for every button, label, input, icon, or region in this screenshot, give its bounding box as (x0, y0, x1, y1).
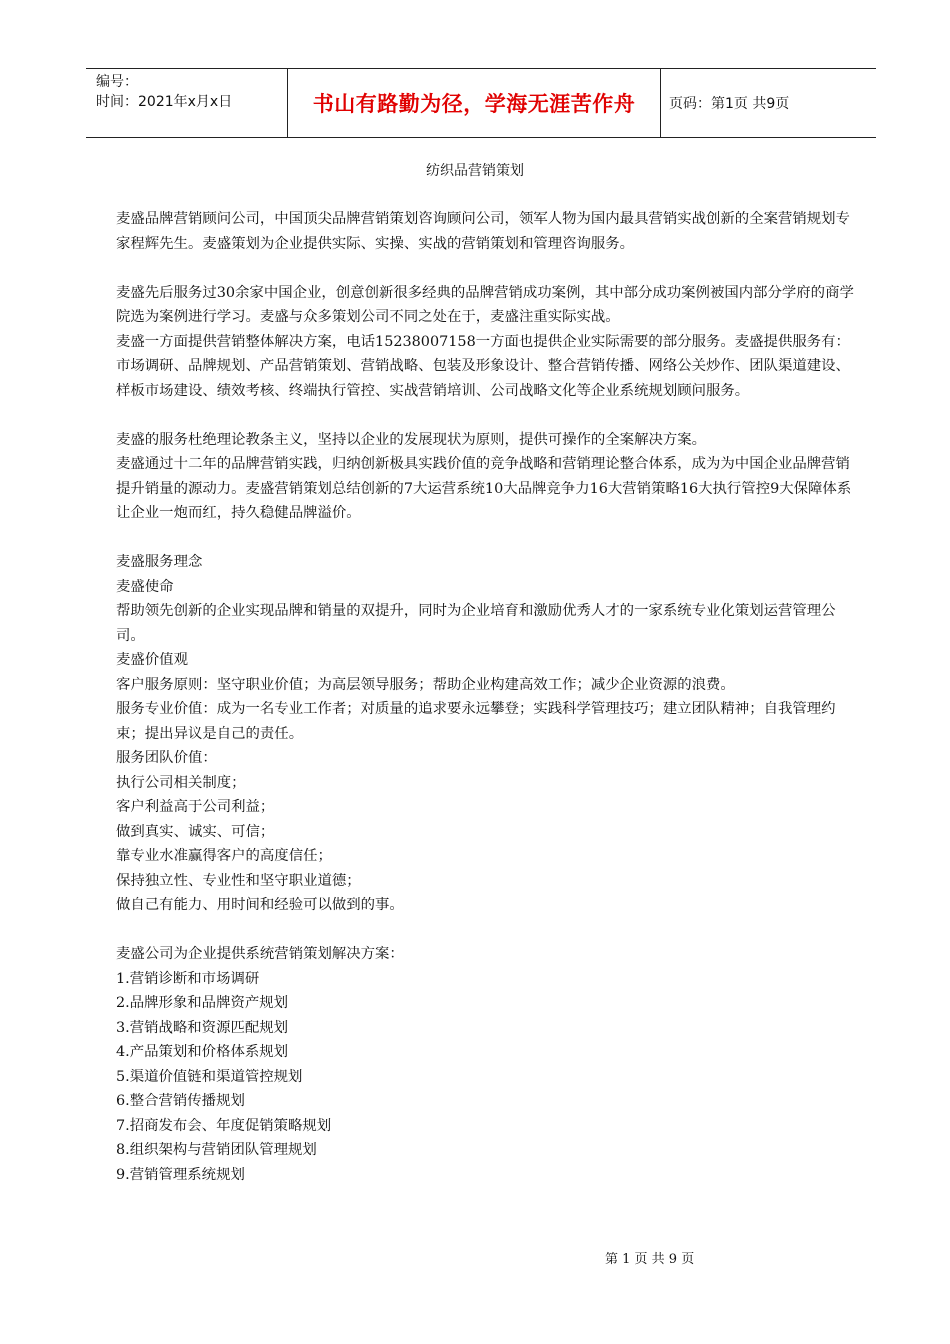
body-paragraph: 3.营销战略和资源匹配规划 (116, 1019, 289, 1036)
page-header (86, 68, 876, 138)
paragraph-spacer (116, 256, 856, 281)
body-paragraph: 麦盛公司为企业提供系统营销策划解决方案： (116, 946, 404, 962)
body-paragraph: 靠专业水准赢得客户的高度信任； (116, 848, 332, 864)
body-paragraph: 2.品牌形象和品牌资产规划 (116, 995, 289, 1011)
body-paragraph: 麦盛一方面提供营销整体解决方案，电话15238007158一方面也提供企业实际需要的部分服务。麦盛提供服务有：市场调研、品牌规划、产品营销策划、营销战略、包装及形象设计、整合营销传播、网络公关炒作、团队渠道建设、样板市场建设、绩效考核、终端执行管控、实战营销培训、公司战略文化等企业系统规划顾问服务。 (116, 333, 850, 399)
paragraph-spacer (116, 918, 856, 943)
body-paragraph: 5.渠道价值链和渠道管控规划 (116, 1068, 303, 1085)
body-paragraph: 麦盛价值观 (116, 652, 188, 668)
paragraph-spacer (116, 526, 856, 551)
body-paragraph: 9.营销管理系统规划 (116, 1166, 245, 1183)
body-paragraph: 保持独立性、专业性和坚守职业道德； (116, 872, 361, 889)
paragraph-spacer (116, 403, 856, 428)
body-paragraph: 7.招商发布会、年度促销策略规划 (116, 1117, 332, 1134)
body-paragraph: 执行公司相关制度； (116, 774, 246, 791)
header-page-number: 页码：第1页 共9页 (669, 96, 790, 112)
body-paragraph: 麦盛使命 (116, 578, 174, 595)
document-time: 时间：2021年x月x日 (96, 94, 233, 110)
body-paragraph: 做自己有能力、用时间和经验可以做到的事。 (116, 897, 404, 913)
body-paragraph: 麦盛服务理念 (116, 554, 203, 570)
body-paragraph: 6.整合营销传播规划 (116, 1093, 245, 1109)
body-paragraph: 麦盛的服务杜绝理论教条主义，坚持以企业的发展现状为原则，提供可操作的全案解决方案。 (116, 431, 707, 448)
header-motto: 书山有路勤为径，学海无涯苦作舟 (288, 69, 661, 137)
body-paragraph: 1.营销诊断和市场调研 (116, 970, 260, 987)
document-body (116, 207, 856, 1187)
body-paragraph: 做到真实、诚实、可信； (116, 823, 275, 840)
document-number: 编号： (96, 74, 138, 90)
document-title: 纺织品营销策划 (426, 163, 524, 179)
body-paragraph: 服务专业价值：成为一名专业工作者；对质量的追求要永远攀登；实践科学管理技巧；建立团队精神；自我管理约束；提出异议是自己的责任。 (116, 701, 836, 742)
header-info-cell (86, 69, 288, 137)
body-paragraph: 服务团队价值： (116, 750, 217, 766)
footer-page-number: 第 1 页 共 9 页 (605, 1252, 695, 1267)
body-paragraph: 客户服务原则：坚守职业价值；为高层领导服务；帮助企业构建高效工作；减少企业资源的浪费。 (116, 676, 735, 693)
body-paragraph: 4.产品策划和价格体系规划 (116, 1044, 289, 1060)
body-paragraph: 麦盛通过十二年的品牌营销实践，归纳创新极具实践价值的竞争战略和营销理论整合体系，成为为中国企业品牌营销提升销量的源动力。麦盛营销策划总结创新的7大运营系统10大品牌竞争力16大营销策略16大执行管控9大保障体系让企业一炮而红，持久稳健品牌溢价。 (116, 456, 852, 521)
body-paragraph: 麦盛先后服务过30余家中国企业，创意创新很多经典的品牌营销成功案例，其中部分成功案例被国内部分学府的商学院选为案例进行学习。麦盛与众多策划公司不同之处在于，麦盛注重实际实战。 (116, 284, 854, 325)
body-paragraph: 客户利益高于公司利益； (116, 799, 275, 815)
body-paragraph: 麦盛品牌营销顾问公司，中国顶尖品牌营销策划咨询顾问公司，领军人物为国内最具营销实战创新的全案营销规划专家程辉先生。麦盛策划为企业提供实际、实操、实战的营销策划和管理咨询服务。 (116, 211, 850, 252)
body-paragraph: 8.组织架构与营销团队管理规划 (116, 1142, 317, 1158)
body-paragraph: 帮助领先创新的企业实现品牌和销量的双提升，同时为企业培育和激励优秀人才的一家系统专业化策划运营管理公司。 (116, 603, 836, 644)
